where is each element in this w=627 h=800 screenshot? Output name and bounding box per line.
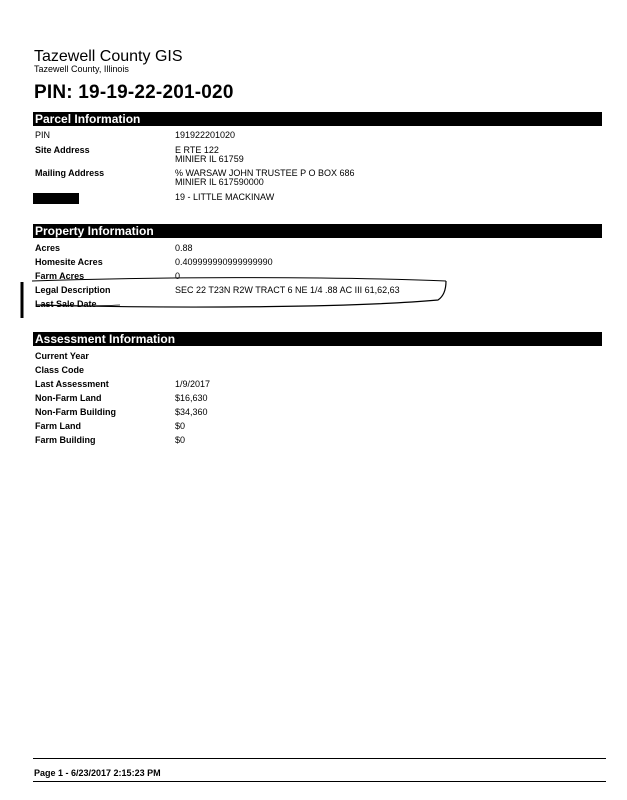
assessment-label: Farm Building bbox=[35, 435, 96, 445]
mailing-address-line2: MINIER IL 617590000 bbox=[175, 177, 264, 187]
farm-acres-label: Farm Acres bbox=[35, 271, 85, 281]
acres-value: 0.88 bbox=[175, 243, 193, 253]
farm-acres-value: 0 bbox=[175, 271, 181, 281]
homesite-acres-value: 0.409999990999999990 bbox=[175, 257, 273, 267]
footer-divider-bottom bbox=[33, 781, 606, 782]
footer-divider bbox=[33, 758, 606, 759]
site-address-line2: MINIER IL 61759 bbox=[175, 154, 244, 164]
township-value: 19 - LITTLE MACKINAW bbox=[175, 192, 275, 202]
assessment-value: $0 bbox=[175, 421, 186, 431]
property-section-header: Property Information bbox=[33, 224, 602, 238]
assessment-label: Non-Farm Building bbox=[35, 407, 116, 417]
assessment-label: Class Code bbox=[35, 365, 85, 375]
assessment-value: $34,360 bbox=[175, 407, 208, 417]
site-address-line1: E RTE 122 bbox=[175, 145, 219, 155]
homesite-acres-label: Homesite Acres bbox=[35, 257, 103, 267]
legal-description-value: SEC 22 T23N R2W TRACT 6 NE 1/4 .88 AC III 61,62,63 bbox=[175, 285, 400, 295]
assessment-label: Current Year bbox=[35, 351, 89, 361]
pin-heading: PIN: 19-19-22-201-020 bbox=[34, 82, 234, 103]
assessment-label: Farm Land bbox=[35, 421, 82, 431]
assessment-section-header: Assessment Information bbox=[33, 332, 602, 346]
acres-label: Acres bbox=[35, 243, 61, 253]
assessment-label: Non-Farm Land bbox=[35, 393, 102, 403]
assessment-value: $0 bbox=[175, 435, 186, 445]
page-title: Tazewell County GIS bbox=[34, 48, 183, 65]
assessment-value: 1/9/2017 bbox=[175, 379, 211, 389]
parcel-section-header: Parcel Information bbox=[33, 112, 602, 126]
pin-label: PIN bbox=[35, 130, 51, 140]
page-subtitle: Tazewell County, Illinois bbox=[34, 64, 129, 74]
mailing-address-line1: % WARSAW JOHN TRUSTEE P O BOX 686 bbox=[175, 168, 355, 178]
footer-text: Page 1 - 6/23/2017 2:15:23 PM bbox=[34, 768, 161, 778]
assessment-value: $16,630 bbox=[175, 393, 208, 403]
assessment-label: Last Assessment bbox=[35, 379, 109, 389]
pin-value: 191922201020 bbox=[175, 130, 236, 140]
site-address-label: Site Address bbox=[35, 145, 90, 155]
last-sale-date-label: Last Sale Date bbox=[35, 299, 97, 309]
legal-description-label: Legal Description bbox=[35, 285, 111, 295]
mailing-address-label: Mailing Address bbox=[35, 168, 105, 178]
